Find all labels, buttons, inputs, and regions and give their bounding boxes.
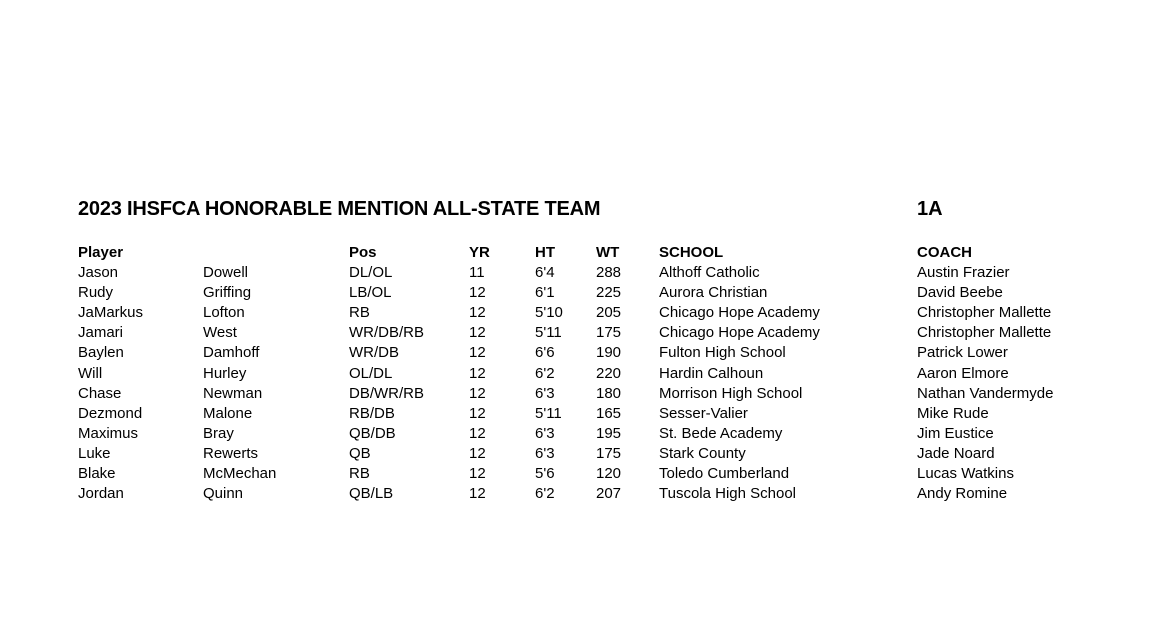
cell-first-name: Jamari [78,324,124,342]
table-row [78,263,1138,283]
cell-first-name: Baylen [78,344,124,362]
cell-position: RB [349,304,370,322]
cell-weight: 175 [596,444,622,462]
cell-year: 12 [469,424,486,442]
cell-year: 12 [469,384,486,402]
cell-coach: Lucas Watkins [917,465,1014,483]
cell-first-name: Jordan [78,485,124,503]
cell-first-name: Luke [78,444,111,462]
cell-year: 12 [469,344,486,362]
cell-year: 12 [469,404,486,422]
class-label: 1A [917,198,943,220]
cell-first-name: Blake [78,465,116,483]
header-player: Player [78,244,124,261]
cell-school: Aurora Christian [659,284,768,302]
cell-weight: 175 [596,324,622,342]
cell-school: Chicago Hope Academy [659,324,820,342]
cell-height: 6'6 [535,344,555,362]
table-row [78,464,1138,484]
header-school: SCHOOL [659,244,724,261]
cell-first-name: Maximus [78,424,139,442]
cell-school: Sesser-Valier [659,404,748,422]
cell-school: St. Bede Academy [659,424,783,442]
cell-height: 5'11 [535,404,562,422]
cell-weight: 220 [596,364,622,382]
cell-school: Hardin Calhoun [659,364,764,382]
cell-position: QB/LB [349,485,394,503]
cell-first-name: Will [78,364,103,382]
cell-last-name: Bray [203,424,234,442]
table-row [78,343,1138,363]
cell-coach: Christopher Mallette [917,324,1052,342]
header-coach: COACH [917,244,972,261]
cell-position: LB/OL [349,284,392,302]
cell-height: 6'1 [535,284,555,302]
header-year: YR [469,244,490,261]
cell-first-name: JaMarkus [78,304,144,322]
cell-position: WR/DB [349,344,399,362]
cell-first-name: Jason [78,264,119,282]
cell-coach: Mike Rude [917,404,989,422]
cell-height: 5'10 [535,304,563,322]
cell-school: Toledo Cumberland [659,465,790,483]
cell-school: Chicago Hope Academy [659,304,820,322]
cell-last-name: Rewerts [203,444,259,462]
cell-weight: 190 [596,344,622,362]
cell-weight: 120 [596,465,622,483]
cell-coach: Jade Noard [917,444,995,462]
table-row [78,384,1138,404]
cell-height: 6'2 [535,364,555,382]
cell-position: OL/DL [349,364,393,382]
cell-last-name: Quinn [203,485,244,503]
header-position: Pos [349,244,377,261]
cell-weight: 195 [596,424,622,442]
cell-coach: David Beebe [917,284,1003,302]
header-height: HT [535,244,555,261]
cell-height: 6'3 [535,424,555,442]
cell-coach: Jim Eustice [917,424,994,442]
cell-first-name: Dezmond [78,404,143,422]
cell-coach: Aaron Elmore [917,364,1009,382]
cell-position: RB/DB [349,404,395,422]
cell-weight: 207 [596,485,622,503]
table-row [78,484,1138,504]
cell-year: 12 [469,284,486,302]
document-title: 2023 IHSFCA HONORABLE MENTION ALL-STATE TEAM [78,198,601,220]
cell-year: 12 [469,485,486,503]
cell-height: 6'2 [535,485,555,503]
cell-height: 5'6 [535,465,555,483]
cell-school: Fulton High School [659,344,786,362]
cell-coach: Christopher Mallette [917,304,1052,322]
cell-position: DL/OL [349,264,393,282]
cell-year: 11 [469,264,485,282]
table-row [78,323,1138,343]
cell-year: 12 [469,304,486,322]
cell-coach: Nathan Vandermyde [917,384,1054,402]
table-row [78,364,1138,384]
cell-last-name: Hurley [203,364,247,382]
cell-weight: 288 [596,264,622,282]
cell-height: 6'3 [535,384,555,402]
roster-table [78,243,1138,504]
table-row [78,404,1138,424]
cell-position: WR/DB/RB [349,324,424,342]
cell-position: QB [349,444,371,462]
cell-height: 6'3 [535,444,555,462]
cell-weight: 180 [596,384,622,402]
cell-position: DB/WR/RB [349,384,424,402]
cell-school: Althoff Catholic [659,264,760,282]
cell-position: QB/DB [349,424,396,442]
cell-position: RB [349,465,370,483]
cell-last-name: Malone [203,404,253,422]
cell-weight: 205 [596,304,622,322]
header-weight: WT [596,244,620,261]
cell-last-name: Damhoff [203,344,260,362]
cell-last-name: McMechan [203,465,277,483]
table-body [78,263,1138,504]
cell-school: Morrison High School [659,384,803,402]
cell-last-name: Griffing [203,284,252,302]
cell-last-name: Lofton [203,304,245,322]
cell-first-name: Chase [78,384,122,402]
cell-year: 12 [469,364,486,382]
cell-school: Tuscola High School [659,485,797,503]
cell-coach: Austin Frazier [917,264,1010,282]
cell-last-name: West [203,324,237,342]
cell-last-name: Newman [203,384,263,402]
cell-height: 6'4 [535,264,555,282]
cell-weight: 225 [596,284,622,302]
cell-year: 12 [469,465,486,483]
cell-coach: Patrick Lower [917,344,1008,362]
cell-height: 5'11 [535,324,562,342]
table-row [78,444,1138,464]
table-row [78,424,1138,444]
cell-coach: Andy Romine [917,485,1008,503]
cell-first-name: Rudy [78,284,114,302]
cell-weight: 165 [596,404,622,422]
cell-last-name: Dowell [203,264,249,282]
table-header-row [78,243,1138,263]
table-row [78,283,1138,303]
cell-school: Stark County [659,444,746,462]
cell-year: 12 [469,444,486,462]
table-row [78,303,1138,323]
cell-year: 12 [469,324,486,342]
